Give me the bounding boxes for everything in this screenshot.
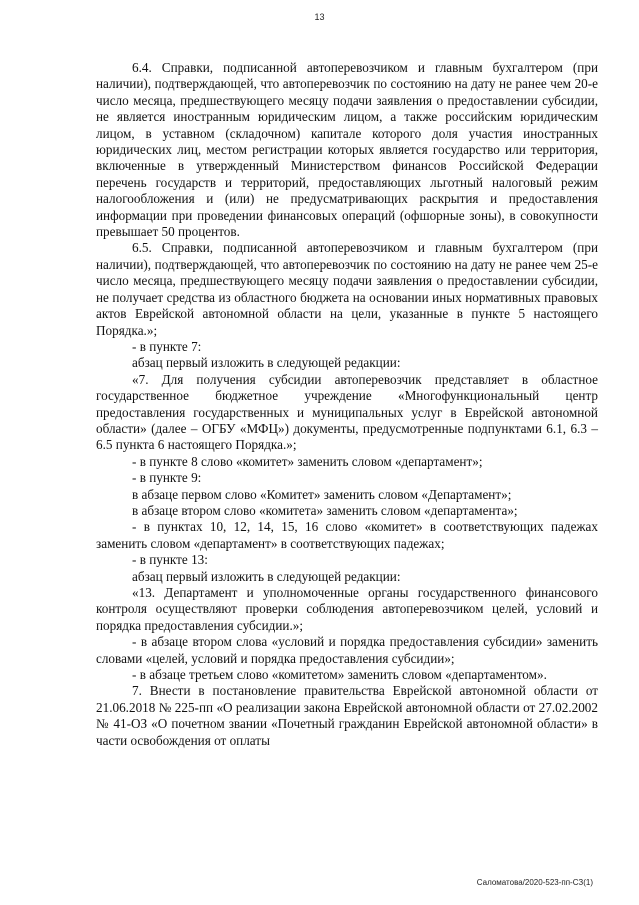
paragraph-item-9-first: в абзаце первом слово «Комитет» заменить словом «Департамент»;	[132, 486, 512, 502]
paragraph-6-5: 6.5. Справки, подписанной автоперевозчиком и главным бухгалтером (при наличии), подтверждающей, что автоперевозчик по состоянию на дату не ранее чем 25-е число месяца, предшествующего месяцу подачи заявления о предоставлении субсидии, не получает средства из областного бюджета на основании иных нормативных правовых актов Еврейской автономной области на цели, указанные в пункте 5 настоящего Порядка.»;	[96, 240, 598, 338]
paragraph-item-13: - в пункте 13:	[132, 552, 208, 568]
page-number: 13	[314, 12, 325, 22]
paragraph-item-9-second: в абзаце втором слово «комитета» заменить словом «департамента»;	[132, 502, 518, 518]
paragraph-7-text: «7. Для получения субсидии автоперевозчик представляет в областное государственное бюджетное учреждение «Многофункциональный центр предоставления государственных и муниципальных услуг в Еврейской автономной области» (далее – ОГБУ «МФЦ») документы, предусмотренные подпунктами 6.1, 6.3 – 6.5 пункта 6 настоящего Порядка.»;	[96, 371, 598, 453]
paragraph-item-8: - в пункте 8 слово «комитет» заменить словом «департамент»;	[132, 453, 483, 469]
paragraph-13-third: - в абзаце третьем слово «комитетом» заменить словом «департаментом».	[132, 667, 547, 683]
paragraph-13-second: - в абзаце втором слова «условий и порядка предоставления субсидии» заменить словами «целей, условий и порядка предоставления субсидии»;	[96, 634, 598, 666]
paragraph-item-9: - в пункте 9:	[132, 470, 202, 486]
paragraph-items-10-16: - в пунктах 10, 12, 14, 15, 16 слово «комитет» в соответствующих падежах заменить словом «департамент» в соответствующих падежах;	[96, 519, 598, 551]
paragraph-6-4: 6.4. Справки, подписанной автоперевозчиком и главным бухгалтером (при наличии), подтверждающей, что автоперевозчик по состоянию на дату не ранее чем 20-е число месяца, предшествующего месяцу подачи заявления о предоставлении субсидии, не является иностранным юридическим лицом, а также российским юридическим лицом, в уставном (складочном) капитале которого доля участия иностранных юридических лиц, местом регистрации которых является государство или территория, включенные в утвержденный Министерством финансов Российской Федерации перечень государств и территорий, предоставляющих льготный налоговый режим налогообложения и (или) не предусматривающих раскрытия и предоставления информации при проведении финансовых операций (офшорные зоны), в совокупности превышает 50 процентов.	[96, 60, 598, 240]
paragraph-13-text: «13. Департамент и уполномоченные органы государственного финансового контроля осуществляют проверки соблюдения автоперевозчиком целей, условий и порядка предоставления субсидии.»;	[96, 585, 598, 633]
document-body	[96, 60, 598, 749]
paragraph-item-7: - в пункте 7:	[132, 338, 202, 354]
paragraph-7-resolution: 7. Внести в постановление правительства Еврейской автономной области от 21.06.2018 № 225-пп «О реализации закона Еврейской автономной области от 27.02.2002 № 41-ОЗ «О почетном звании «Почетный гражданин Еврейской автономной области» в части освобождения от оплаты	[96, 683, 598, 748]
paragraph-item-7-abzac: абзац первый изложить в следующей редакции:	[132, 355, 401, 371]
paragraph-item-13-abzac: абзац первый изложить в следующей редакции:	[132, 568, 401, 584]
document-footer-code: Саломатова/2020-523-пп-СЗ(1)	[476, 878, 593, 887]
